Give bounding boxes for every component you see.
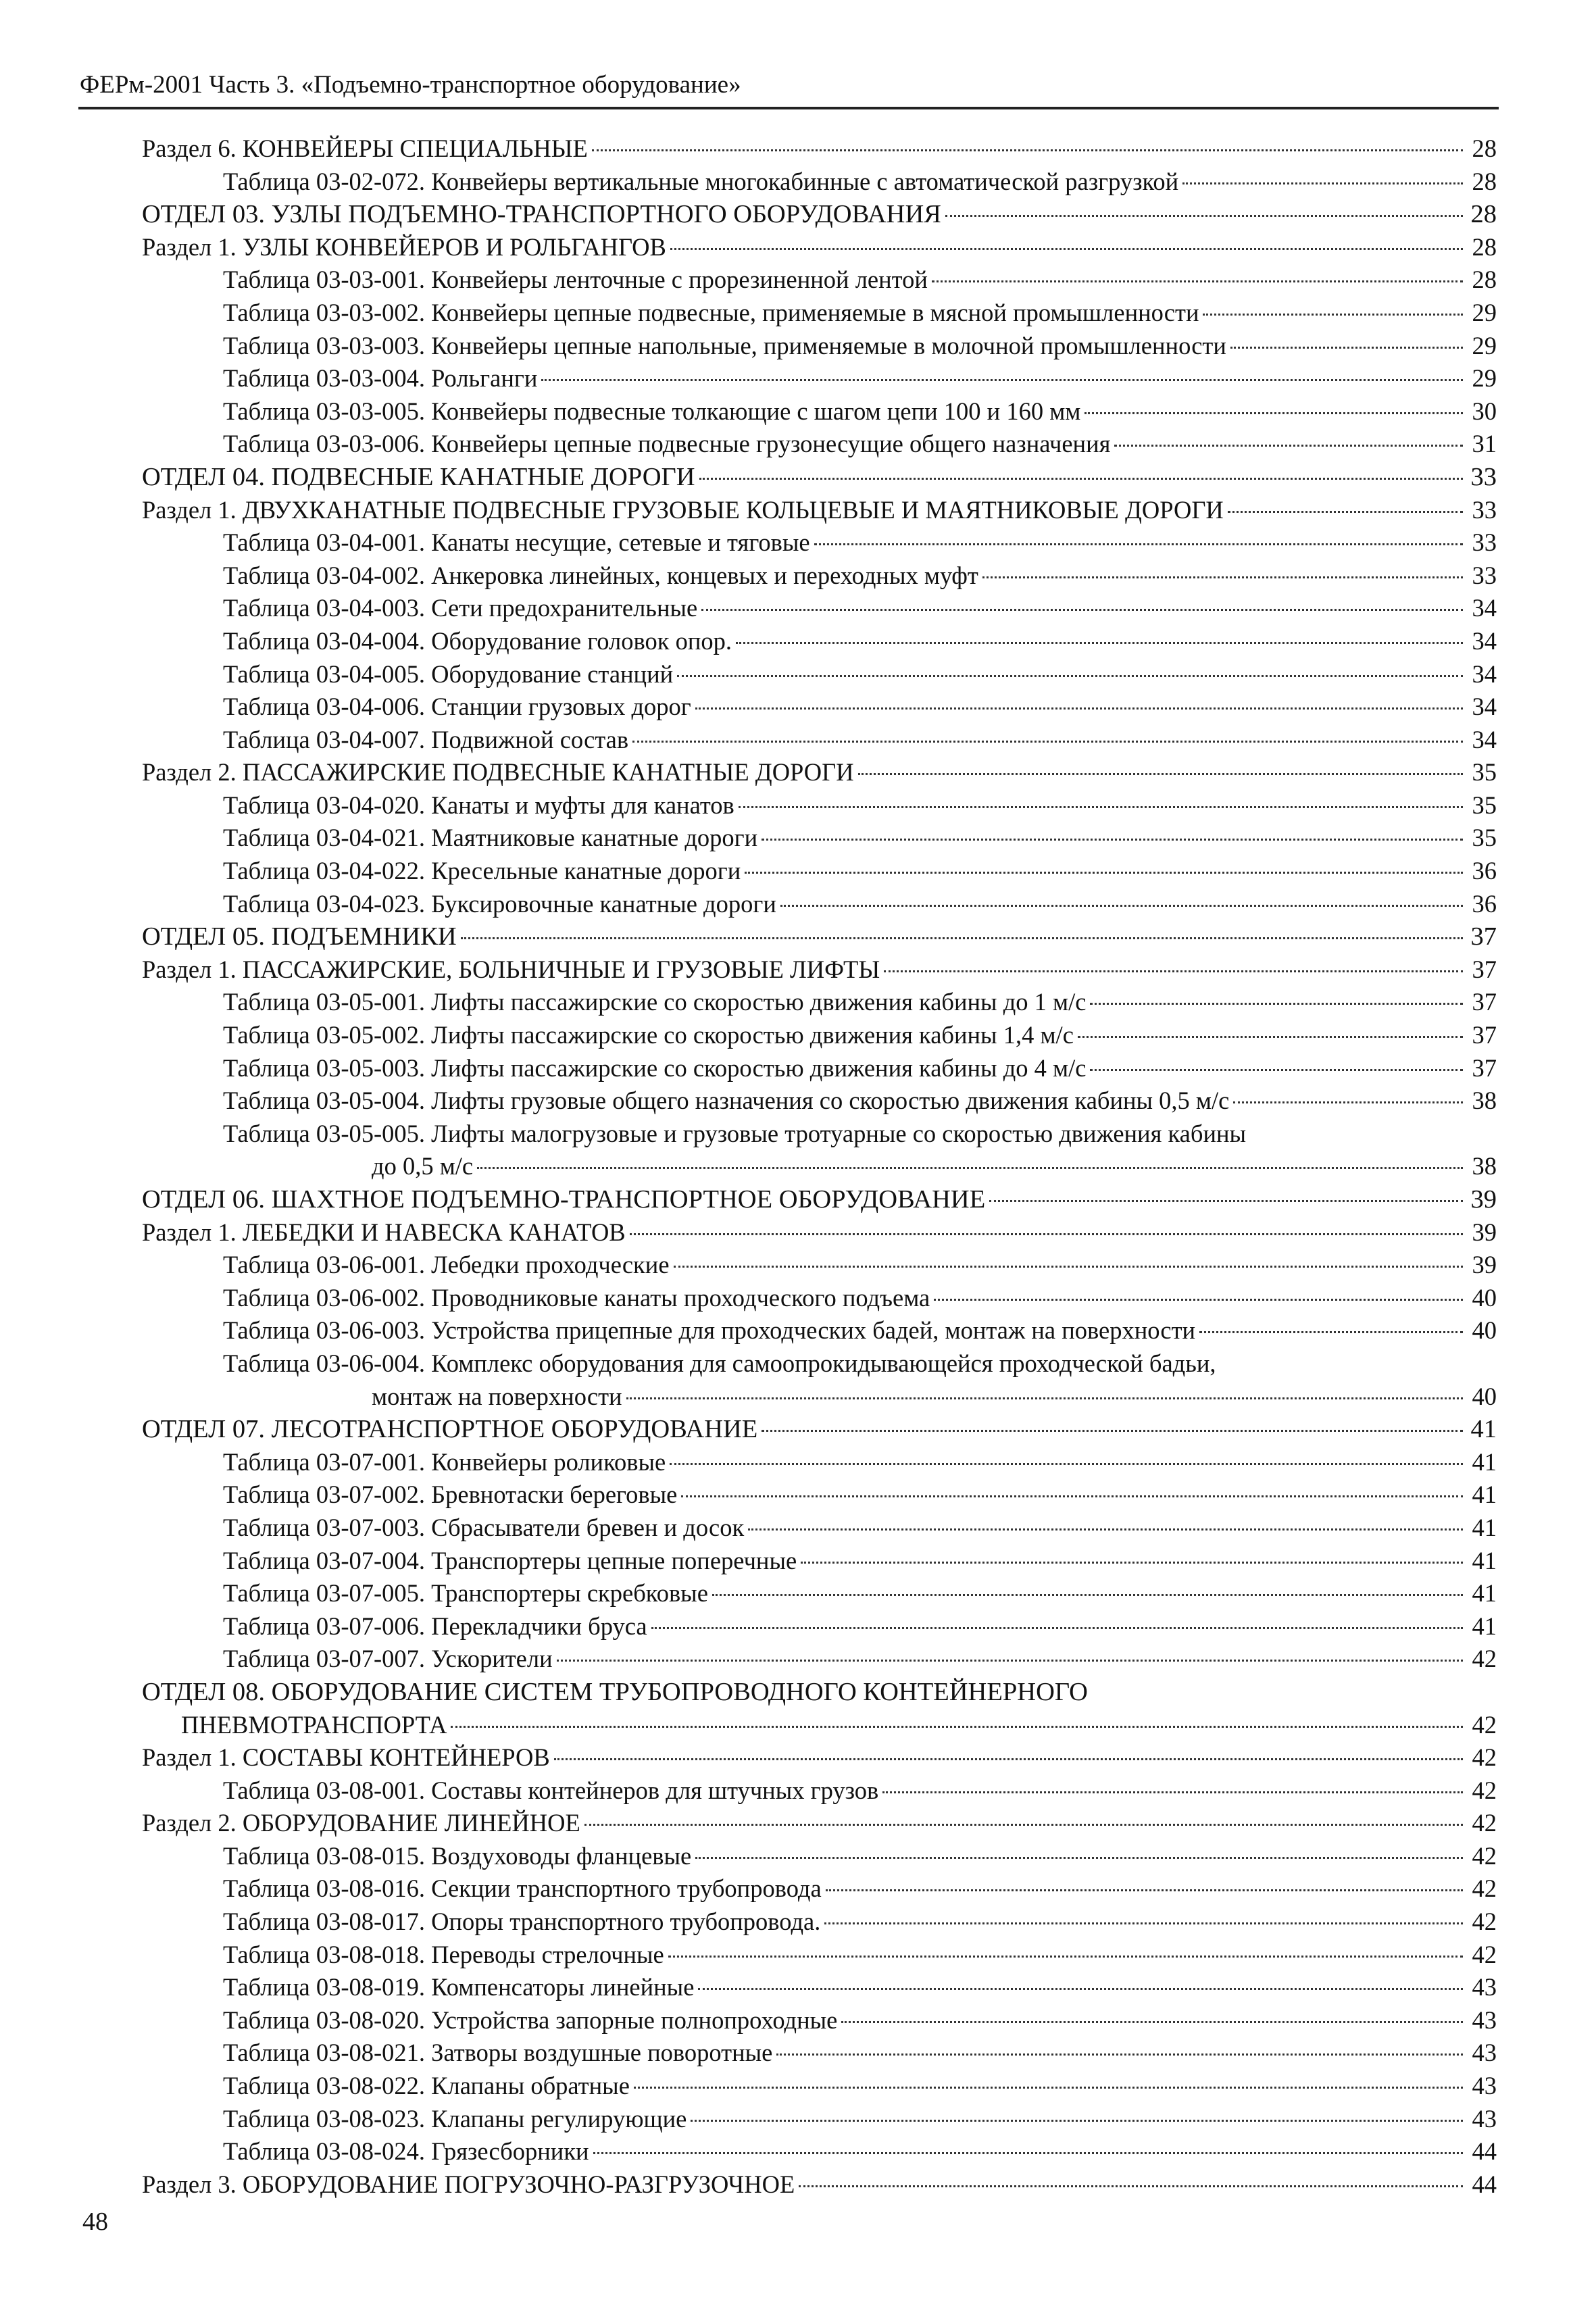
toc-entry: [142, 691, 1497, 724]
toc-entry: [142, 1709, 1497, 1742]
toc-entry: [142, 1610, 1497, 1643]
toc-entry-title: Раздел 3. ОБОРУДОВАНИЕ ПОГРУЗОЧНО-РАЗГРУЗОЧНОЕ: [142, 2170, 795, 2198]
toc-entry-title: Таблица 03-06-003. Устройства прицепные для проходческих бадей, монтаж на поверхности: [223, 1316, 1196, 1345]
toc-entry-title: ОТДЕЛ 07. ЛЕСОТРАНСПОРТНОЕ ОБОРУДОВАНИЕ: [142, 1415, 758, 1444]
toc-entry-page: 37: [1472, 955, 1497, 983]
toc-entry: [142, 1249, 1497, 1282]
toc-entry-page: 42: [1472, 1710, 1497, 1739]
toc-entry-page: 31: [1472, 430, 1497, 458]
toc-entry: [142, 1183, 1497, 1216]
toc-entry-title: Таблица 03-05-001. Лифты пассажирские со скоростью движения кабины до 1 м/с: [223, 988, 1087, 1016]
toc-entry: [142, 428, 1497, 461]
toc-entry: [142, 1807, 1497, 1840]
toc-entry-page: 35: [1472, 791, 1497, 819]
toc-entry: [142, 264, 1497, 297]
dot-leader: [584, 1824, 1463, 1826]
toc-entry-title: Таблица 03-04-021. Маятниковые канатные дороги: [223, 824, 758, 852]
toc-entry: [142, 461, 1497, 494]
toc-entry-title: Таблица 03-06-002. Проводниковые канаты проходческого подъема: [223, 1283, 930, 1312]
toc-entry: [142, 1643, 1497, 1676]
toc-entry-title: Раздел 1. ЛЕБЕДКИ И НАВЕСКА КАНАТОВ: [142, 1218, 626, 1246]
dot-leader: [884, 970, 1463, 972]
toc-entry-title: Таблица 03-07-003. Сбрасыватели бревен и досок: [223, 1513, 745, 1541]
toc-entry: [142, 1971, 1497, 2004]
toc-entry-page: 41: [1472, 1546, 1497, 1574]
dot-leader: [799, 2185, 1463, 2187]
toc-entry-title: Таблица 03-05-002. Лифты пассажирские со скоростью движения кабины 1,4 м/с: [223, 1021, 1074, 1049]
toc-entry-page: 34: [1472, 659, 1497, 688]
dot-leader: [934, 1299, 1463, 1301]
toc-entry-page: 42: [1472, 1940, 1497, 1968]
toc-entry-title: Таблица 03-08-018. Переводы стрелочные: [223, 1940, 664, 1968]
toc-entry: [142, 888, 1497, 921]
toc-entry-title: ОТДЕЛ 08. ОБОРУДОВАНИЕ СИСТЕМ ТРУБОПРОВОДНОГО КОНТЕЙНЕРНОГО: [142, 1677, 1088, 1706]
toc-entry-title: Раздел 2. ПАССАЖИРСКИЕ ПОДВЕСНЫЕ КАНАТНЫЕ ДОРОГИ: [142, 758, 854, 787]
toc-entry-page: 28: [1472, 134, 1497, 162]
toc-entry-title: Таблица 03-08-022. Клапаны обратные: [223, 2072, 630, 2100]
toc-entry-title: ПНЕВМОТРАНСПОРТА: [181, 1710, 447, 1739]
toc-entry-title: Таблица 03-03-006. Конвейеры цепные подвесные грузонесущие общего назначения: [223, 430, 1111, 458]
toc-entry-title: монтаж на поверхности: [372, 1382, 622, 1410]
toc-entry-title: Таблица 03-04-005. Оборудование станций: [223, 659, 674, 688]
toc-entry-title: Таблица 03-04-001. Канаты несущие, сетевые и тяговые: [223, 528, 810, 557]
toc-entry-page: 43: [1472, 1973, 1497, 2001]
dot-leader: [461, 937, 1463, 939]
toc-entry-title: до 0,5 м/с: [372, 1152, 474, 1180]
toc-entry: [142, 1118, 1497, 1151]
dot-leader: [451, 1726, 1463, 1728]
dot-leader: [701, 609, 1463, 611]
toc-entry-page: 42: [1472, 1776, 1497, 1804]
toc-entry-title: Таблица 03-03-004. Рольганги: [223, 364, 538, 393]
dot-leader: [651, 1627, 1463, 1629]
page-number: 48: [82, 2208, 108, 2236]
toc-entry: [142, 1741, 1497, 1774]
dot-leader: [748, 1528, 1463, 1530]
toc-entry-page: 28: [1470, 200, 1497, 229]
dot-leader: [882, 1791, 1463, 1793]
toc-entry-page: 42: [1472, 1645, 1497, 1673]
toc-entry-page: 29: [1472, 364, 1497, 393]
toc-entry-page: 43: [1472, 2039, 1497, 2067]
toc-entry-page: 41: [1472, 1513, 1497, 1541]
toc-entry-title: Таблица 03-05-003. Лифты пассажирские со скоростью движения кабины до 4 м/с: [223, 1053, 1087, 1082]
dot-leader: [670, 248, 1463, 250]
dot-leader: [814, 543, 1463, 545]
toc-entry-title: Таблица 03-07-001. Конвейеры роликовые: [223, 1447, 666, 1476]
toc-entry-title: Таблица 03-08-023. Клапаны регулирующие: [223, 2104, 687, 2133]
toc-entry: [142, 2168, 1497, 2201]
dot-leader: [630, 1233, 1463, 1235]
toc-entry-title: Таблица 03-08-021. Затворы воздушные поворотные: [223, 2039, 773, 2067]
toc-entry: [142, 1939, 1497, 1972]
toc-entry: [142, 330, 1497, 363]
dot-leader: [477, 1167, 1463, 1169]
toc-entry: [142, 2070, 1497, 2103]
dot-leader: [762, 1430, 1463, 1432]
toc-entry: [142, 1676, 1497, 1709]
toc-entry-title: Раздел 1. УЗЛЫ КОНВЕЙЕРОВ И РОЛЬГАНГОВ: [142, 232, 666, 261]
dot-leader: [634, 2087, 1463, 2089]
toc-entry-title: Таблица 03-07-007. Ускорители: [223, 1645, 553, 1673]
toc-entry-page: 34: [1472, 594, 1497, 622]
dot-leader: [670, 1463, 1463, 1465]
dot-leader: [554, 1758, 1463, 1760]
toc-entry-title: Таблица 03-04-004. Оборудование головок опор.: [223, 626, 732, 655]
toc-entry: [142, 198, 1497, 231]
toc-entry: [142, 625, 1497, 658]
toc-entry-page: 43: [1472, 2072, 1497, 2100]
toc-entry-page: 28: [1472, 232, 1497, 261]
toc-entry-title: Таблица 03-04-023. Буксировочные канатные дороги: [223, 889, 776, 918]
dot-leader: [674, 1266, 1463, 1268]
toc-entry: [142, 1413, 1497, 1446]
dot-leader: [1230, 347, 1463, 349]
running-header: ФЕРм-2001 Часть 3. «Подъемно-транспортное оборудование»: [80, 71, 741, 99]
dot-leader: [932, 280, 1463, 282]
dot-leader: [841, 2021, 1463, 2023]
dot-leader: [989, 1200, 1463, 1202]
toc-entry-title: Таблица 03-06-004. Комплекс оборудования для самоопрокидывающейся проходческой бадьи,: [223, 1349, 1216, 1377]
dot-leader: [593, 2152, 1463, 2154]
toc-entry-page: 38: [1472, 1087, 1497, 1115]
dot-leader: [592, 149, 1463, 151]
toc-entry-page: 39: [1472, 1218, 1497, 1246]
dot-leader: [668, 1956, 1463, 1958]
toc-entry-title: Таблица 03-03-002. Конвейеры цепные подвесные, применяемые в мясной промышленности: [223, 298, 1199, 326]
dot-leader: [1182, 182, 1463, 184]
toc-entry-page: 42: [1472, 1809, 1497, 1837]
dot-leader: [691, 2120, 1463, 2122]
toc-entry-page: 44: [1472, 2137, 1497, 2166]
toc-entry-page: 43: [1472, 2104, 1497, 2133]
toc-entry-page: 42: [1472, 1743, 1497, 1772]
toc-entry-page: 33: [1472, 528, 1497, 557]
dot-leader: [982, 576, 1463, 578]
toc-entry-title: Таблица 03-05-005. Лифты малогрузовые и грузовые тротуарные со скоростью движения кабины: [223, 1119, 1247, 1147]
toc-entry-page: 42: [1472, 1874, 1497, 1903]
toc-entry-title: Таблица 03-08-015. Воздуховоды фланцевые: [223, 1841, 692, 1870]
toc-entry-title: Таблица 03-04-022. Кресельные канатные дороги: [223, 857, 741, 885]
toc-entry: [142, 1478, 1497, 1512]
toc-entry-title: Таблица 03-04-020. Канаты и муфты для канатов: [223, 791, 734, 819]
toc-entry-page: 41: [1472, 1447, 1497, 1476]
dot-leader: [681, 1495, 1463, 1497]
toc-entry-title: Таблица 03-03-005. Конвейеры подвесные толкающие с шагом цепи 100 и 160 мм: [223, 397, 1081, 425]
dot-leader: [739, 806, 1463, 808]
toc-entry-page: 35: [1472, 824, 1497, 852]
toc-entry: [142, 2004, 1497, 2037]
toc-entry-page: 33: [1472, 561, 1497, 589]
dot-leader: [1199, 1331, 1463, 1333]
dot-leader: [541, 379, 1463, 381]
toc-entry: [142, 494, 1497, 527]
toc-entry-title: Таблица 03-04-006. Станции грузовых дорог: [223, 693, 691, 721]
toc-entry: [142, 1380, 1497, 1414]
toc-entry: [142, 1906, 1497, 1939]
toc-entry-title: Раздел 1. ДВУХКАНАТНЫЕ ПОДВЕСНЫЕ ГРУЗОВЫЕ КОЛЬЦЕВЫЕ И МАЯТНИКОВЫЕ ДОРОГИ: [142, 495, 1224, 524]
dot-leader: [780, 905, 1463, 907]
toc-entry: [142, 1150, 1497, 1183]
toc-entry-title: Таблица 03-05-004. Лифты грузовые общего назначения со скоростью движения кабины 0,5 м/с: [223, 1087, 1230, 1115]
toc-entry-title: ОТДЕЛ 04. ПОДВЕСНЫЕ КАНАТНЫЕ ДОРОГИ: [142, 462, 695, 491]
toc-entry-page: 34: [1472, 626, 1497, 655]
dot-leader: [1203, 314, 1463, 316]
toc-entry: [142, 1019, 1497, 1052]
toc-entry-title: Таблица 03-03-001. Конвейеры ленточные с прорезиненной лентой: [223, 266, 928, 294]
dot-leader: [632, 741, 1463, 743]
toc-entry-title: Таблица 03-06-001. Лебедки проходческие: [223, 1251, 670, 1279]
toc-entry-title: Таблица 03-02-072. Конвейеры вертикальные многокабинные с автоматической разгрузкой: [223, 167, 1179, 195]
dot-leader: [698, 1988, 1463, 1990]
toc-entry-title: Раздел 1. ПАССАЖИРСКИЕ, БОЛЬНИЧНЫЕ И ГРУЗОВЫЕ ЛИФТЫ: [142, 955, 880, 983]
dot-leader: [762, 839, 1463, 841]
toc-entry: [142, 1282, 1497, 1315]
toc-entry-title: Таблица 03-04-003. Сети предохранительные: [223, 594, 698, 622]
toc-entry-title: Таблица 03-08-019. Компенсаторы линейные: [223, 1973, 695, 2001]
toc-entry-page: 44: [1472, 2170, 1497, 2198]
dot-leader: [626, 1397, 1463, 1399]
toc-entry-title: Таблица 03-04-007. Подвижной состав: [223, 725, 629, 753]
dot-leader: [1078, 1036, 1463, 1038]
toc-entry-page: 42: [1472, 1908, 1497, 1936]
toc-entry: [142, 1545, 1497, 1578]
toc-entry: [142, 1314, 1497, 1347]
toc-entry: [142, 1052, 1497, 1085]
toc-entry: [142, 1577, 1497, 1610]
toc-entry-page: 40: [1472, 1283, 1497, 1312]
dot-leader: [695, 707, 1463, 710]
toc-entry: [142, 756, 1497, 789]
toc-entry-title: Таблица 03-08-020. Устройства запорные полнопроходные: [223, 2006, 838, 2034]
toc-entry: [142, 1446, 1497, 1479]
dot-leader: [699, 478, 1463, 480]
toc-entry-page: 30: [1472, 397, 1497, 425]
toc-entry-page: 34: [1472, 725, 1497, 753]
dot-leader: [824, 1922, 1463, 1924]
toc-entry: [142, 1774, 1497, 1808]
toc-entry-page: 42: [1472, 1841, 1497, 1870]
toc-entry: [142, 559, 1497, 593]
toc-entry: [142, 658, 1497, 691]
toc-entry-title: Таблица 03-03-003. Конвейеры цепные напольные, применяемые в молочной промышленности: [223, 331, 1226, 359]
toc-entry: [142, 362, 1497, 395]
toc-entry-title: Таблица 03-08-024. Грязесборники: [223, 2137, 589, 2166]
toc-entry-page: 40: [1472, 1382, 1497, 1410]
toc-entry: [142, 132, 1497, 166]
toc-entry: [142, 920, 1497, 953]
dot-leader: [1114, 445, 1463, 447]
toc-entry: [142, 395, 1497, 428]
toc-entry: [142, 231, 1497, 264]
toc-entry-title: Раздел 6. КОНВЕЙЕРЫ СПЕЦИАЛЬНЫЕ: [142, 134, 588, 162]
toc-entry: [142, 953, 1497, 987]
toc-entry-page: 29: [1472, 331, 1497, 359]
toc-entry: [142, 297, 1497, 330]
toc-entry-page: 29: [1472, 298, 1497, 326]
dot-leader: [745, 872, 1463, 874]
toc-entry: [142, 1512, 1497, 1545]
toc-entry-page: 37: [1470, 922, 1497, 951]
toc-entry-page: 41: [1472, 1480, 1497, 1509]
toc-entry-title: Раздел 2. ОБОРУДОВАНИЕ ЛИНЕЙНОЕ: [142, 1809, 580, 1837]
toc-entry-title: Таблица 03-07-004. Транспортеры цепные поперечные: [223, 1546, 797, 1574]
dot-leader: [557, 1660, 1463, 1662]
toc-entry: [142, 592, 1497, 625]
toc-entry-title: Таблица 03-07-005. Транспортеры скребковые: [223, 1579, 708, 1608]
toc-entry-page: 33: [1470, 462, 1497, 491]
toc-entry-page: 36: [1472, 889, 1497, 918]
toc-entry-page: 34: [1472, 693, 1497, 721]
dot-leader: [1233, 1101, 1463, 1103]
toc-entry-page: 28: [1472, 167, 1497, 195]
toc-entry: [142, 2037, 1497, 2070]
toc-entry-title: ОТДЕЛ 05. ПОДЪЕМНИКИ: [142, 922, 457, 951]
dot-leader: [1084, 412, 1463, 414]
toc-entry-title: Таблица 03-04-002. Анкеровка линейных, концевых и переходных муфт: [223, 561, 978, 589]
toc-entry-title: Таблица 03-08-017. Опоры транспортного трубопровода.: [223, 1908, 821, 1936]
header-rule: [78, 107, 1499, 109]
toc-entry-page: 40: [1472, 1316, 1497, 1345]
dot-leader: [858, 773, 1463, 775]
toc-entry: [142, 2103, 1497, 2136]
toc-entry-title: Таблица 03-07-006. Перекладчики бруса: [223, 1612, 647, 1640]
toc-entry-page: 39: [1470, 1185, 1497, 1214]
dot-leader: [1228, 511, 1463, 513]
toc-entry: [142, 166, 1497, 199]
toc-entry: [142, 724, 1497, 757]
dot-leader: [1090, 1069, 1463, 1071]
toc-entry-page: 37: [1472, 1053, 1497, 1082]
toc-entry-title: Таблица 03-08-016. Секции транспортного трубопровода: [223, 1874, 822, 1903]
toc-entry-title: Таблица 03-08-001. Составы контейнеров для штучных грузов: [223, 1776, 879, 1804]
toc-entry: [142, 986, 1497, 1019]
toc-entry-page: 41: [1472, 1612, 1497, 1640]
toc-entry-page: 38: [1472, 1152, 1497, 1180]
dot-leader: [776, 2053, 1463, 2056]
dot-leader: [695, 1857, 1463, 1859]
toc-entry: [142, 526, 1497, 559]
toc-entry: [142, 1216, 1497, 1249]
toc-entry-page: 39: [1472, 1251, 1497, 1279]
toc-entry: [142, 1840, 1497, 1873]
toc-entry: [142, 1872, 1497, 1906]
dot-leader: [677, 675, 1463, 677]
toc-entry: [142, 2135, 1497, 2168]
toc-entry-title: ОТДЕЛ 06. ШАХТНОЕ ПОДЪЕМНО-ТРАНСПОРТНОЕ ОБОРУДОВАНИЕ: [142, 1185, 986, 1214]
dot-leader: [712, 1594, 1463, 1596]
toc-entry-title: Раздел 1. СОСТАВЫ КОНТЕЙНЕРОВ: [142, 1743, 550, 1772]
toc-entry-page: 36: [1472, 857, 1497, 885]
dot-leader: [801, 1562, 1463, 1564]
toc-entry: [142, 1347, 1497, 1380]
toc-entry-page: 43: [1472, 2006, 1497, 2034]
toc-entry-page: 33: [1472, 495, 1497, 524]
toc-entry-page: 37: [1472, 1021, 1497, 1049]
toc-entry-page: 41: [1470, 1415, 1497, 1444]
toc-entry-title: ОТДЕЛ 03. УЗЛЫ ПОДЪЕМНО-ТРАНСПОРТНОГО ОБОРУДОВАНИЯ: [142, 200, 941, 229]
toc-entry: [142, 855, 1497, 888]
toc-entry: [142, 1085, 1497, 1118]
toc-entry-page: 28: [1472, 266, 1497, 294]
toc-entry-title: Таблица 03-07-002. Бревнотаски береговые: [223, 1480, 678, 1509]
table-of-contents: [142, 132, 1497, 2201]
dot-leader: [826, 1889, 1463, 1891]
toc-entry-page: 35: [1472, 758, 1497, 787]
toc-entry-page: 41: [1472, 1579, 1497, 1608]
toc-entry: [142, 789, 1497, 822]
dot-leader: [945, 215, 1463, 217]
dot-leader: [736, 642, 1463, 644]
dot-leader: [1090, 1003, 1463, 1005]
toc-entry-page: 37: [1472, 988, 1497, 1016]
toc-entry: [142, 822, 1497, 855]
